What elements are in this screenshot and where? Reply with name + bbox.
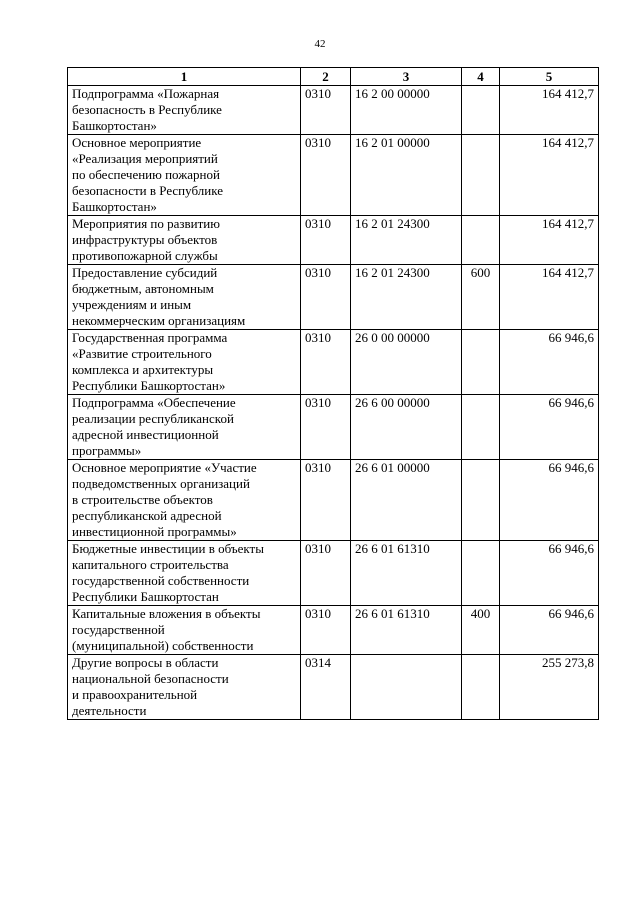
header-col-3: 3 <box>351 68 462 86</box>
row-amount: 66 946,6 <box>500 395 599 460</box>
row-expense-type <box>462 541 500 606</box>
table-row <box>68 606 599 655</box>
row-name: Подпрограмма «Обеспечение реализации республиканской адресной инвестиционной программы» <box>68 395 301 460</box>
row-name: Подпрограмма «Пожарная безопасность в Республике Башкортостан» <box>68 86 301 135</box>
table-header-row <box>68 68 599 86</box>
table-row <box>68 135 599 216</box>
row-target-code: 26 6 01 00000 <box>351 460 462 541</box>
row-amount: 66 946,6 <box>500 541 599 606</box>
row-expense-type: 400 <box>462 606 500 655</box>
row-amount: 66 946,6 <box>500 460 599 541</box>
row-amount: 66 946,6 <box>500 606 599 655</box>
header-col-4: 4 <box>462 68 500 86</box>
row-target-code <box>351 655 462 720</box>
row-name: Предоставление субсидий бюджетным, автономным учреждениям и иным некоммерческим организациям <box>68 265 301 330</box>
row-name: Основное мероприятие «Реализация мероприятий по обеспечению пожарной безопасности в Республике Башкортостан» <box>68 135 301 216</box>
row-target-code: 16 2 01 00000 <box>351 135 462 216</box>
header-col-5: 5 <box>500 68 599 86</box>
row-section-code: 0310 <box>301 541 351 606</box>
row-target-code: 26 0 00 00000 <box>351 330 462 395</box>
row-amount: 164 412,7 <box>500 216 599 265</box>
row-name: Основное мероприятие «Участие подведомственных организаций в строительстве объектов республиканской адресной инвестиционной программы» <box>68 460 301 541</box>
header-col-2: 2 <box>301 68 351 86</box>
row-name: Государственная программа «Развитие строительного комплекса и архитектуры Республики Башкортостан» <box>68 330 301 395</box>
row-name: Капитальные вложения в объекты государственной (муниципальной) собственности <box>68 606 301 655</box>
row-expense-type <box>462 655 500 720</box>
row-expense-type <box>462 460 500 541</box>
row-amount: 164 412,7 <box>500 135 599 216</box>
row-expense-type <box>462 135 500 216</box>
page-number: 42 <box>314 38 326 50</box>
row-amount: 66 946,6 <box>500 330 599 395</box>
table-row <box>68 330 599 395</box>
row-section-code: 0310 <box>301 86 351 135</box>
table-row <box>68 86 599 135</box>
row-section-code: 0314 <box>301 655 351 720</box>
row-section-code: 0310 <box>301 395 351 460</box>
row-section-code: 0310 <box>301 606 351 655</box>
table-row <box>68 216 599 265</box>
row-amount: 164 412,7 <box>500 265 599 330</box>
row-target-code: 16 2 00 00000 <box>351 86 462 135</box>
budget-table <box>67 67 599 720</box>
table-row <box>68 395 599 460</box>
row-section-code: 0310 <box>301 135 351 216</box>
table-row <box>68 265 599 330</box>
table-row <box>68 655 599 720</box>
row-section-code: 0310 <box>301 265 351 330</box>
row-target-code: 26 6 00 00000 <box>351 395 462 460</box>
row-expense-type <box>462 216 500 265</box>
row-target-code: 26 6 01 61310 <box>351 541 462 606</box>
row-amount: 164 412,7 <box>500 86 599 135</box>
header-col-1: 1 <box>68 68 301 86</box>
row-target-code: 16 2 01 24300 <box>351 216 462 265</box>
row-expense-type <box>462 86 500 135</box>
row-amount: 255 273,8 <box>500 655 599 720</box>
row-target-code: 16 2 01 24300 <box>351 265 462 330</box>
row-expense-type: 600 <box>462 265 500 330</box>
row-name: Мероприятия по развитию инфраструктуры объектов противопожарной службы <box>68 216 301 265</box>
row-name: Другие вопросы в области национальной безопасности и правоохранительной деятельности <box>68 655 301 720</box>
row-expense-type <box>462 395 500 460</box>
row-name: Бюджетные инвестиции в объекты капитального строительства государственной собственности Республики Башкортостан <box>68 541 301 606</box>
row-section-code: 0310 <box>301 330 351 395</box>
row-target-code: 26 6 01 61310 <box>351 606 462 655</box>
row-section-code: 0310 <box>301 216 351 265</box>
table-row <box>68 541 599 606</box>
row-expense-type <box>462 330 500 395</box>
table-row <box>68 460 599 541</box>
row-section-code: 0310 <box>301 460 351 541</box>
